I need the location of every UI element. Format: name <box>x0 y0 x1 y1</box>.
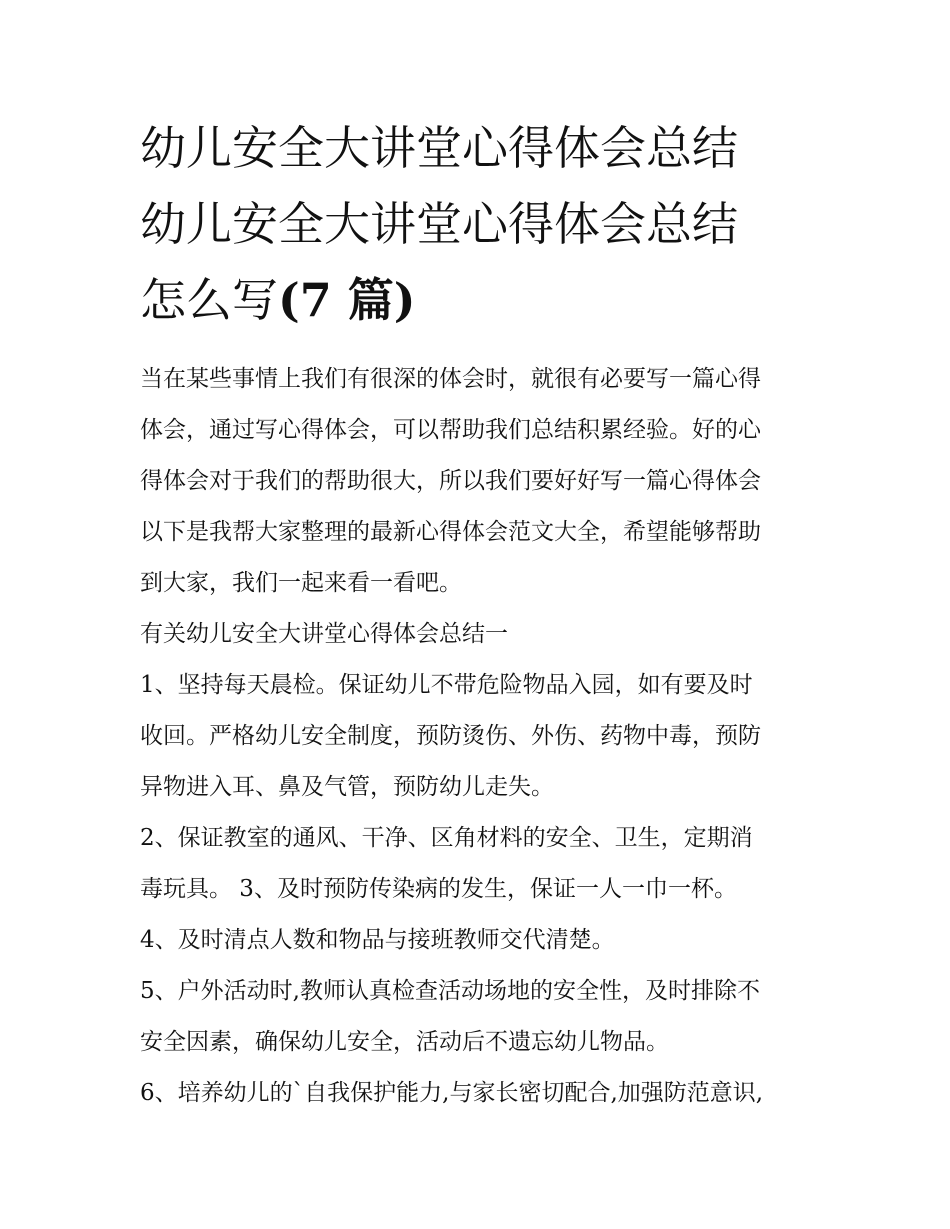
intro-line: 以下是我帮大家整理的最新心得体会范文大全，希望能够帮助 <box>140 519 761 545</box>
document-title <box>140 110 860 338</box>
intro-line: 当在某些事情上我们有很深的体会时，就很有必要写一篇心得 <box>140 366 761 392</box>
item-line: 1、坚持每天晨检。保证幼儿不带危险物品入园，如有要及时 <box>140 672 753 698</box>
item-line: 5、户外活动时,教师认真检查活动场地的安全性，及时排除不 <box>140 978 760 1004</box>
item-line: 毒玩具。 3、及时预防传染病的发生，保证一人一巾一杯。 <box>140 876 737 902</box>
section-heading: 有关幼儿安全大讲堂心得体会总结一 <box>140 621 508 647</box>
item-line: 收回。严格幼儿安全制度，预防烫伤、外伤、药物中毒，预防 <box>140 723 761 749</box>
title-line-2: 幼儿安全大讲堂心得体会总结 <box>140 197 738 251</box>
item-line: 6、培养幼儿的`自我保护能力,与家长密切配合,加强防范意识, <box>140 1080 764 1106</box>
title-line-3 <box>140 262 860 338</box>
item-line: 4、及时清点人数和物品与接班教师交代清楚。 <box>140 927 615 953</box>
title-count: (7 篇) <box>278 273 416 327</box>
document-body <box>140 354 830 1119</box>
intro-line: 体会，通过写心得体会，可以帮助我们总结积累经验。好的心 <box>140 417 761 443</box>
item-line: 异物进入耳、鼻及气管，预防幼儿走失。 <box>140 774 554 800</box>
intro-line: 到大家，我们一起来看一看吧。 <box>140 570 462 596</box>
title-line-1: 幼儿安全大讲堂心得体会总结 <box>140 121 738 175</box>
title-line-3-text: 怎么写 <box>140 273 278 327</box>
intro-line: 得体会对于我们的帮助很大，所以我们要好好写一篇心得体会 <box>140 468 761 494</box>
item-line: 安全因素，确保幼儿安全，活动后不遗忘幼儿物品。 <box>140 1029 669 1055</box>
item-line: 2、保证教室的通风、干净、区角材料的安全、卫生，定期消 <box>140 825 753 851</box>
